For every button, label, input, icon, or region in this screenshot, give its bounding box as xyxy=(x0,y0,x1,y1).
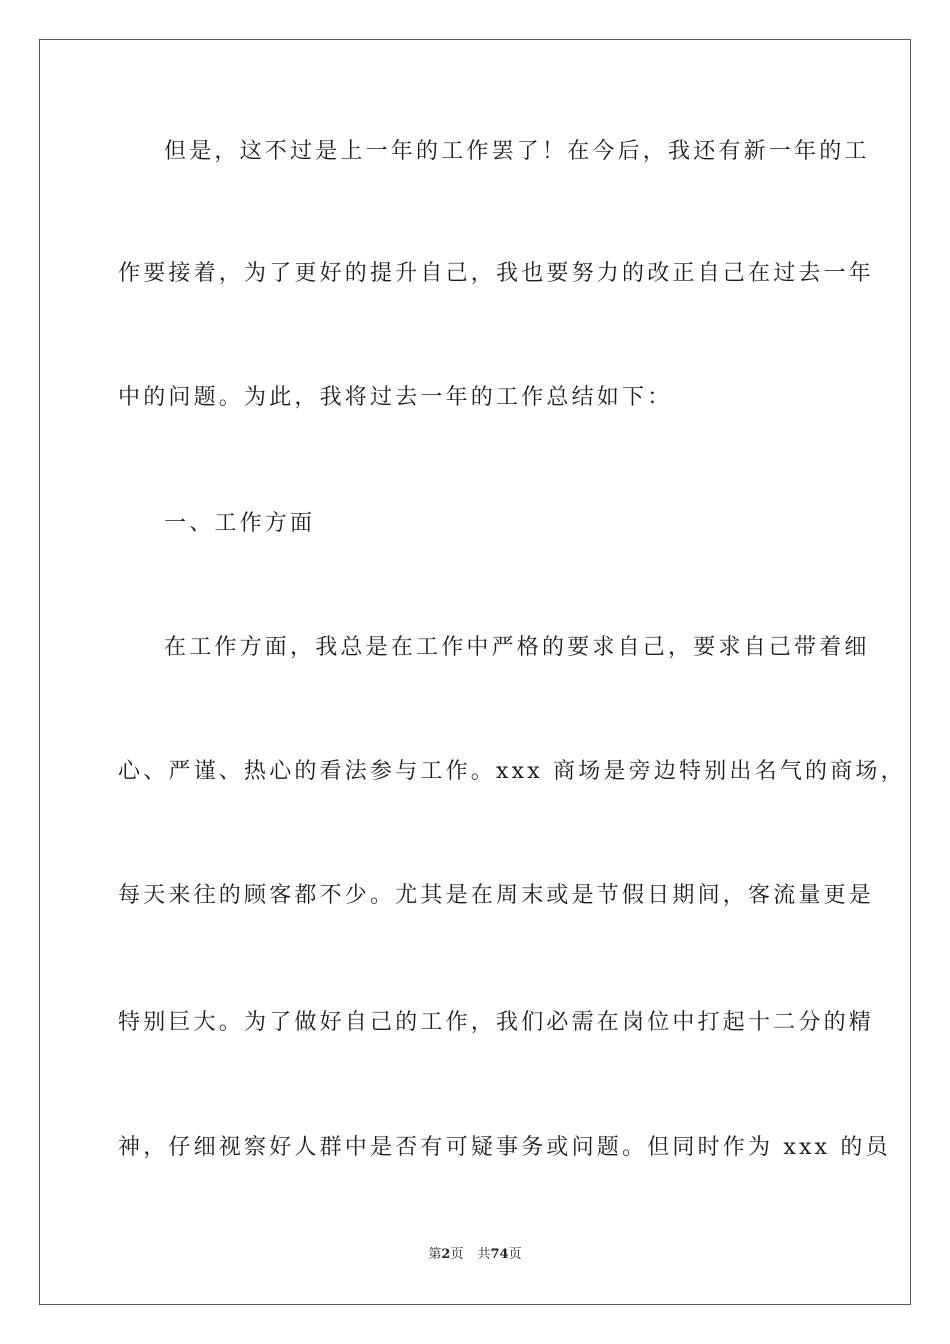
page-suffix: 页 xyxy=(450,1247,464,1262)
page-footer xyxy=(0,1246,950,1264)
paragraph-line: 在工作方面，我总是在工作中严格的要求自己，要求自己带着细 xyxy=(164,635,870,660)
page-number: 2 xyxy=(441,1247,451,1262)
page-prefix: 第 xyxy=(428,1247,442,1262)
paragraph-line: 每天来往的顾客都不少。尤其是在周末或是节假日期间，客流量更是 xyxy=(118,883,875,908)
paragraph-line: 神，仔细视察好人群中是否有可疑事务或问题。但同时作为 xxx 的员 xyxy=(118,1135,891,1160)
paragraph-line: 但是，这不过是上一年的工作罢了！在今后，我还有新一年的工 xyxy=(164,139,870,164)
paragraph-line: 作要接着，为了更好的提升自己，我也要努力的改正自己在过去一年 xyxy=(118,261,875,286)
paragraph-line: 心、严谨、热心的看法参与工作。xxx 商场是旁边特别出名气的商场， xyxy=(118,759,906,784)
total-suffix: 页 xyxy=(508,1247,522,1262)
paragraph-line: 中的问题。为此，我将过去一年的工作总结如下： xyxy=(118,385,673,410)
paragraph-line: 特别巨大。为了做好自己的工作，我们必需在岗位中打起十二分的精 xyxy=(118,1010,875,1035)
section-heading: 一、工作方面 xyxy=(164,511,316,536)
page-border xyxy=(39,39,911,1305)
total-pages: 74 xyxy=(490,1247,509,1262)
total-prefix: 共 xyxy=(477,1247,491,1262)
